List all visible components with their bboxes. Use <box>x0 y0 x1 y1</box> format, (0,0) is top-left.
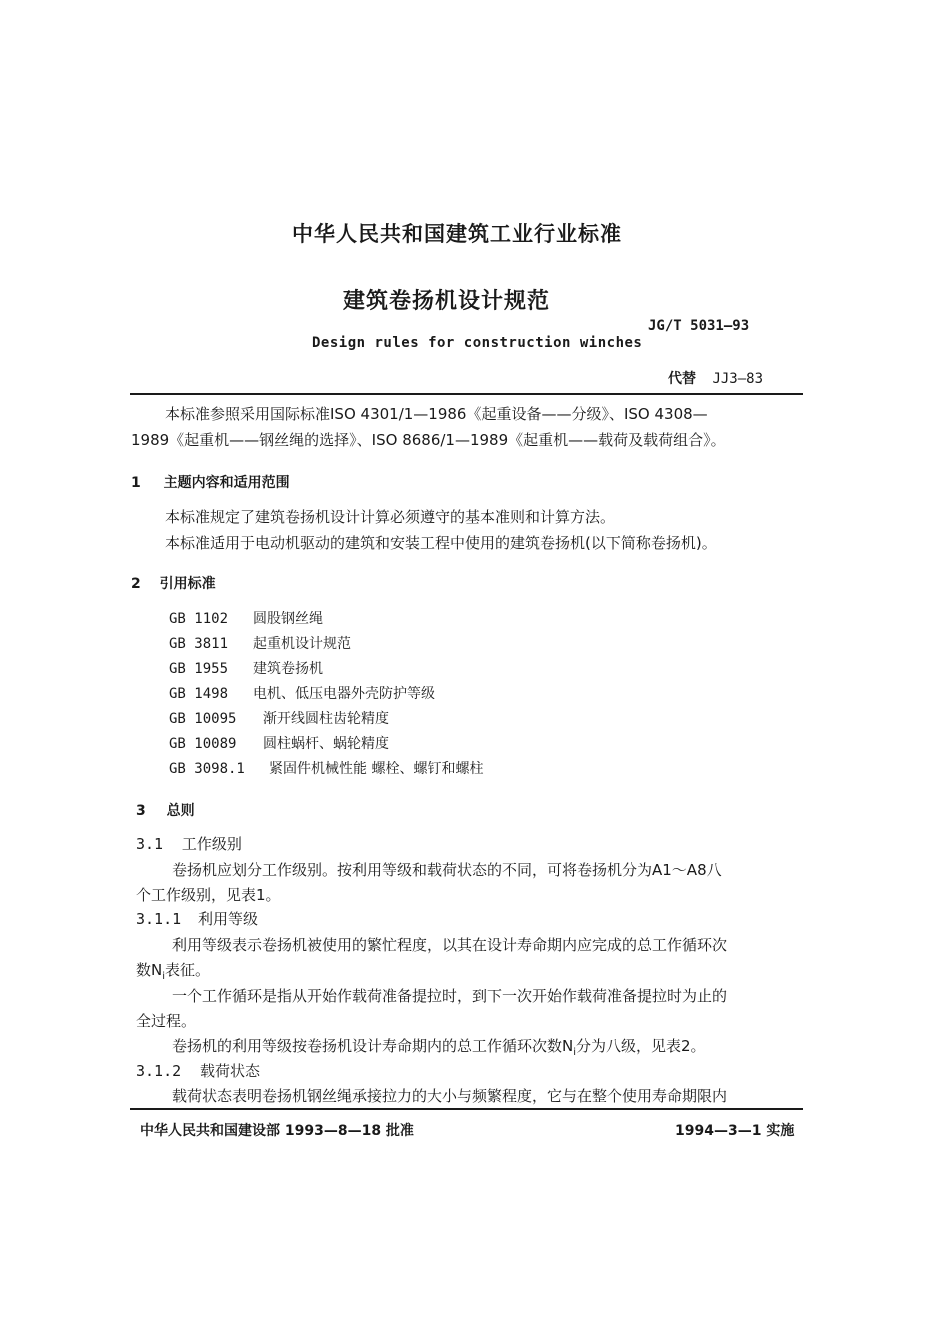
section-3-title: 总则 <box>166 803 195 819</box>
section-1-para-1: 本标准规定了建筑卷扬机设计计算必须遵守的基本准则和计算方法。 <box>165 508 616 526</box>
section-2-number: 2 <box>131 576 141 592</box>
section-3-1-2-para: 载荷状态表明卷扬机钢丝绳承接拉力的大小与频繁程度，它与在整个使用寿命期限内 <box>172 1087 728 1105</box>
ref-item: GB 3098.1 紧固件机械性能 螺栓、螺钉和螺柱 <box>169 761 484 777</box>
section-1-number: 1 <box>131 475 141 491</box>
section-3-heading <box>136 800 195 820</box>
header-rule <box>130 393 803 395</box>
ref-list <box>169 608 483 783</box>
section-3-1-para-line-1: 卷扬机应划分工作级别。按利用等级和载荷状态的不同，可将卷扬机分为A1～A8八 <box>172 861 722 879</box>
ref-item: GB 10089 圆柱蜗杆、蜗轮精度 <box>169 736 389 752</box>
section-3-1-number: 3.1 <box>136 835 164 853</box>
ref-item: GB 10095 渐开线圆柱齿轮精度 <box>169 711 389 727</box>
section-1-heading <box>131 472 290 492</box>
ref-item: GB 1955 建筑卷扬机 <box>169 661 323 677</box>
section-2-heading <box>131 573 216 593</box>
section-3-1-1-p3: 卷扬机的利用等级按卷扬机设计寿命期内的总工作循环次数$N_i$分为八级，见表2。 <box>172 1037 706 1058</box>
ref-item: GB 3811 起重机设计规范 <box>169 636 351 652</box>
section-3-1-1-number: 3.1.1 <box>136 910 182 928</box>
section-1-para-2: 本标准适用于电动机驱动的建筑和安装工程中使用的建筑卷扬机(以下简称卷扬机)。 <box>165 534 717 552</box>
section-3-1-1-p1-line-1: 利用等级表示卷扬机被使用的繁忙程度，以其在设计寿命期内应完成的总工作循环次 <box>172 936 728 954</box>
ref-item: GB 1102 圆股钢丝绳 <box>169 611 323 627</box>
section-3-1-para-line-2: 个工作级别，见表1。 <box>136 886 281 904</box>
replaces-label: 代替 <box>668 371 696 387</box>
section-3-1-1-title: 利用等级 <box>197 910 258 928</box>
replaces-code: JJ3—83 <box>712 371 764 387</box>
org-title: 中华人民共和国建筑工业行业标准 <box>292 222 622 246</box>
replaces-line <box>668 368 763 388</box>
section-3-1-1-heading <box>136 908 258 929</box>
ref-item: GB 1498 电机、低压电器外壳防护等级 <box>169 686 435 702</box>
section-3-1-2-number: 3.1.2 <box>136 1062 182 1080</box>
section-3-number: 3 <box>136 803 146 819</box>
standard-code: JG/T 5031—93 <box>648 318 750 334</box>
section-2-title: 引用标准 <box>159 576 216 592</box>
approval-line: 中华人民共和国建设部 1993—8—18 批准 <box>140 1123 414 1139</box>
section-3-1-1-p2-line-2: 全过程。 <box>136 1012 197 1030</box>
footer-rule <box>130 1108 803 1110</box>
section-3-1-1-p1-line-2: 数$N_i$表征。 <box>136 961 211 982</box>
intro-line-2: 1989《起重机——钢丝绳的选择》、ISO 8686/1—1989《起重机——载荷及载荷组合》。 <box>131 431 726 449</box>
intro-line-1: 本标准参照采用国际标准ISO 4301/1—1986《起重设备——分级》、ISO 4308— <box>165 405 708 423</box>
section-3-1-2-heading <box>136 1060 260 1081</box>
section-1-title: 主题内容和适用范围 <box>163 475 290 491</box>
section-3-1-title: 工作级别 <box>181 835 242 853</box>
section-3-1-2-title: 载荷状态 <box>199 1062 260 1080</box>
section-3-1-1-p2-line-1: 一个工作循环是指从开始作载荷准备提拉时，到下一次开始作载荷准备提拉时为止的 <box>172 987 728 1005</box>
section-3-1-heading <box>136 833 242 854</box>
effective-line: 1994—3—1 实施 <box>675 1123 795 1139</box>
english-title: Design rules for construction winches <box>312 335 643 351</box>
doc-title: 建筑卷扬机设计规范 <box>343 289 551 314</box>
